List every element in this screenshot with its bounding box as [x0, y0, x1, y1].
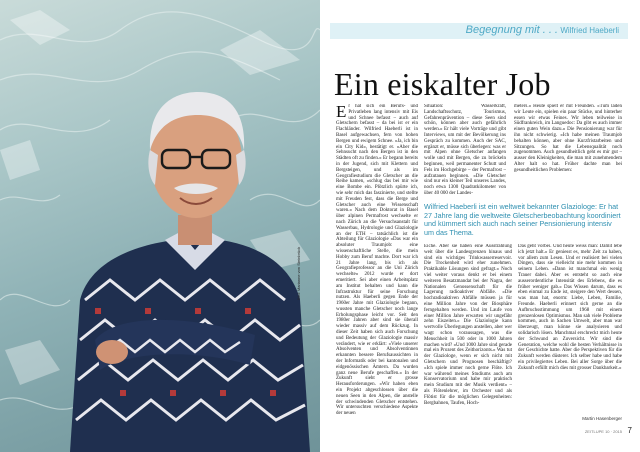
- rubric-author: Wilfried Haeberli: [560, 26, 619, 35]
- body-column-1: [336, 104, 418, 424]
- body-text: r hat sich ein Berufs- und Privatleben lang intensiv mit Eis und Schnee befasst – auch auf Gletschern befasst – da bei ist er ein Flachländer. Wilfried Haeberli ist in Basel aufgewachsen, fern von hohen Bergen und ewigem Schnee. «Ja, ich bin ein City Kid», bestätigt er. «Aber die Sehnsucht nach den Bergen ist in den Städten oft zu finden.» Er begann bereits in der Jugend, sich mit Klettern und Bergsteigen, und als im Geografiestudium die Gletscher an die Reihe kamen, «schlug das bei mir wie eine Bombe ein. Plötzlich spürte ich, wie sehr mich das faszinierte, und stellte mit Freuden fest, dass die Berge und Gletscher auch eine Wissenschaft waren.» Nach dem Doktorat in Basel über alpinen Permafrost wechselte er nach Zürich an die Versuchsanstalt für Wasserbau, Hydrologie und Glaziologie an der ETH – tatsächlich ist die Abteilung für Glaziologie «Das war ein absoluter Traumjob: eine wissenschaftliche Stelle, die mein Hobby zum Beruf machte. Dort war ich 21 Jahre lang, bis ich als Geografieprofessor an die Uni Zürich wechselte» 2012 wurde er dort emeritiert. Sei aber einen Arbeitsplatz am Institut behalten und kann die Infrastruktur für seine Forschung nutzen. Als Haeberli gegen Ende der 1960er Jahre mit Glaziologie begann, wussten manche Gletscher noch lange Erholungsphase leicht vor. Seit den 1980er Jahren aber sind sie überall wieder massiv auf dem Rückzug. In dieser Zeit haben sich auch Forschung und Bedeutung der Glaziologie massiv verändert, wie er erklärt: «Viele unserer Absolventen und Absolventinnen erkannten bessere Berufsaussichten in der Informatik oder bei kantonalen und eidgenössischen Ämtern. Da wurden ganz neue Berufe geschaffen.» In der Zukunft sieht er grosse Herausforderungen. «Wir haben eben ein Projekt abgeschlossen über die neuen Seen in den Alpen, die anstelle der schwindenden Gletscher entstehen. Wir untersuchten verschiedene Aspekte der neuen: [336, 104, 418, 417]
- article-headline: Ein eiskalter Job: [334, 66, 551, 102]
- body-column-3: [514, 104, 622, 198]
- page-number: 7: [627, 426, 632, 435]
- body-column-5: [518, 244, 622, 414]
- body-text: meters.» Heute spielt er mit Freunden. «Tüm laden wir Leute ein, spielen ein paar Stücke, und hinterher essen wir etwas Feines. Wir leben teilweise in Südfrankreich, im Languedoc: Da gibt es auch immer einen guten Wein dazu.» Die Pensionierung war für ihn nicht schwierig. «Ich habe meinen Traumjob behalten können, aber ohne Kurzfristarbeiten und Sitzungen. So hat die Lebensqualität noch zugenommen. Auch gesundheitlich geht es mir gut – ausser den Kleinigkeiten, die man mit zunehmendem Alter halt so hat. Früher dachte man bei gesundheitlichen Problemen:: [514, 104, 622, 173]
- body-column-4: [424, 244, 512, 414]
- body-column-2: [424, 104, 506, 198]
- body-text: Eiche. Aber sie haben eine Ausstrahlung weit über die Landesgrenzen hinaus und sind ein wichtiges Trinkwasserreservoir. Die Trockenheit wird eher zunehmen. Praktikable Lösungen sind gefragt.» Noch viel weiter voraus denkt er bei einem weiteren Besatzmandat bei der Nagra, der Nationalen Genossenschaft für die Lagerung radioaktiver Abfälle. «Die hochradioaktiven Abfälle müssen ja für eine Million Jahre von der Biosphäre ferngehalten werden. Und im Laufe von einer Million Jahre erwarten wir ungefähr zehn Eiszeiten.» Die Glaziologie kann wertvolle Überlegungen anstellen, aber wer wagt schon voraussagen, was die Menschheit in 500 oder in 1000 Jahren machen wird? «Und 1000 Jahre sind gerade mal ein Prozent des Zeithorizonts.» Was tut der Glaziologe, wenn er sich nicht mit Gletschern und Prognosen beschäftigt? «Ich spiele immer noch gerne Flöte. Ich war während meines Studiums auch am Konservatorium und habe mir praktisch mein Studium mit der Musik verdient» – als Flötenlehrer, im Orchester und als Flötist für die möglichen Gelegenheiten: Bergbahnen, Taufen, Hoch-: [424, 244, 512, 406]
- article-page: [320, 0, 640, 452]
- drop-cap: E: [336, 104, 347, 121]
- rubric-title: Begegnung mit . . .: [465, 24, 558, 36]
- author-signature: Martin Hasenberger: [582, 416, 622, 421]
- rubric-bar: [330, 23, 628, 39]
- photo-credit: Bild: Marianne von Steinbrück: [296, 246, 301, 300]
- issue-label: ZEITLUPE 10 · 2015: [584, 429, 622, 434]
- body-text: Situation: Wasserkraft, Landschaftsschutz, Tourismus, Gefahrenprävention – diese Seen sind schön, können aber auch gefährlich werden.» Er hält viele Vorträge und gibt Interviews, um mit der Bevölkerung ins Gespräch zu kommen. Auch der SAC, ergänzt er, müsse sich überlegen: was er mit Alpen ohne Gletscher anfangen wolle und mit Bergen, die zu bröckeln beginnen, weil permanenter Schutt und Fels im Hochgebirge – der Permafrost – aufzutauen beginnen. «Die Gletscher sind nur ein kleiner Teil unseres Landes, noch etwa 1300 Quadratkilometer von über 40 000 der Landes-: [424, 104, 506, 196]
- article-teaser: Wilfried Haeberli ist ein weltweit bekannter Glaziologe: Er hat 27 Jahre lang die weltweite Gletscherbeobachtung koordiniert und kümmert sich auch nach seiner Pensionierung intensiv um das Thema.: [424, 202, 621, 237]
- body-text: Das geht vorbei. Und heute weiss man: Damit lebe ich jetzt halt.» Er geniesst es, mehr Zeit zu haben, vor allem zum Lesen. Und er realisiert bei vielen Dingen, dass sie vielleicht nie mehr kommen in seinem Leben. «Dann ist manchmal ein wenig Trauer dabei. Aber es entsteht so auch eine ausserordentliche Intensität des Erlebens, die es früher weniger gab.» Das Wissen darum, dass es eben einmal zu Ende ist, steigere den Wert dessen, was man hat, enorm: Liebe, Leben, Familie, Freunde. Haeberli erinnert sich gerne an die Aufbruchsstimmung um 1968 mit einem grenzenlosen Optimismus. Man sah viele Probleme kommen, auch in Sachen Umwelt, aber man war überzeugt, man könne sie analysieren und solidarisch lösen. Manchmal erschreckt mich heute der Schwund an Zuversicht. Wir sind die Generation, welche wohl die besten Verhältnisse in der Geschichte hatte. Aber die Perspektiven für die Zukunft werden düsterer. Ich selber habe und habe ein privilegiertes Leben. Bei aller Sorge über die Zukunft erfüllt mich dies mit grosser Dankbarkeit.»: [518, 244, 622, 371]
